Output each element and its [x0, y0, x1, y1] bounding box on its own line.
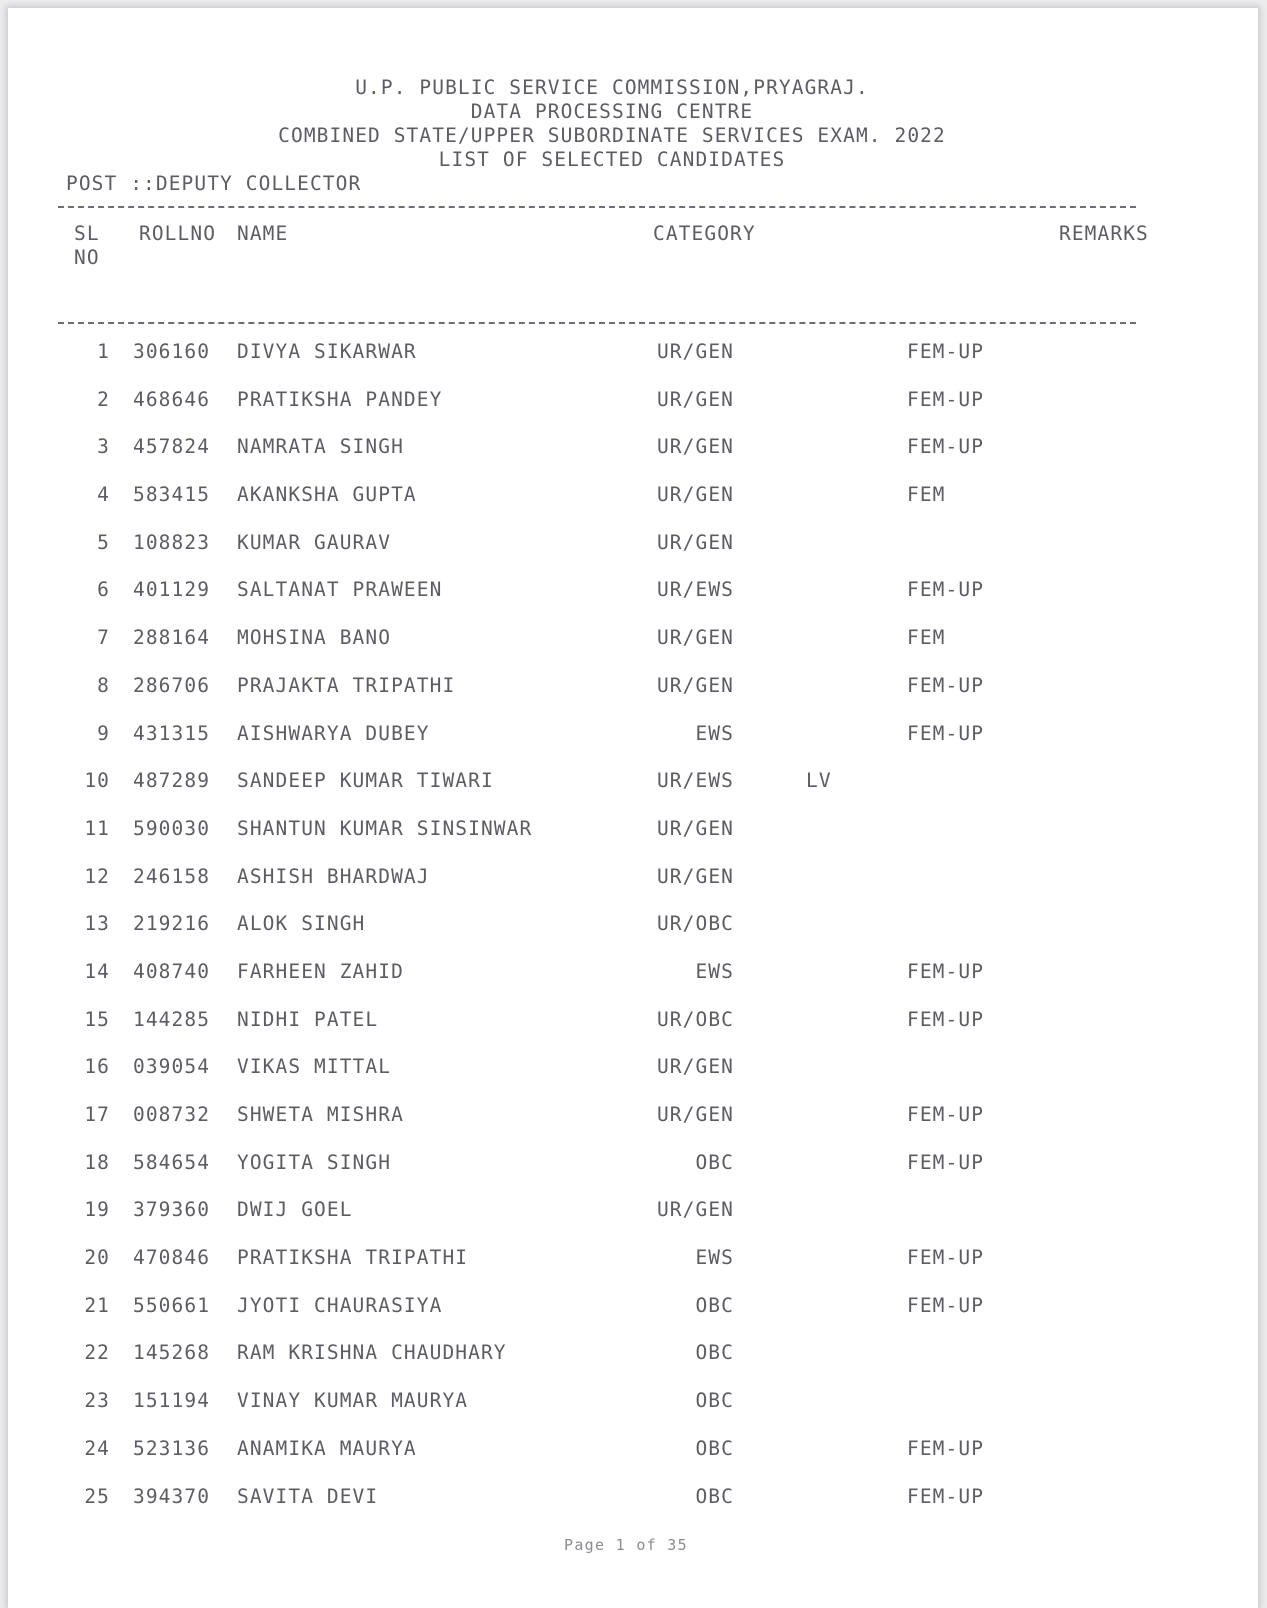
cell-rollno: 219216 [133, 912, 211, 936]
cell-remarks: FEM [907, 483, 946, 507]
cell-sl-no: 21 [84, 1293, 110, 1317]
cell-name: ANAMIKA MAURYA [237, 1436, 417, 1460]
cell-rollno: 550661 [133, 1293, 211, 1317]
cell-category: OBC [695, 1484, 734, 1508]
cell-rollno: 401129 [133, 578, 211, 602]
cell-sl-no: 10 [84, 769, 110, 793]
table-row [8, 1246, 1258, 1294]
cell-category: OBC [695, 1436, 734, 1460]
cell-sl-no: 1 [97, 340, 110, 363]
cell-sl-no: 4 [97, 483, 110, 507]
cell-remarks: FEM-UP [907, 387, 985, 411]
cell-name: VINAY KUMAR MAURYA [237, 1389, 469, 1413]
cell-remarks: FEM-UP [907, 1484, 985, 1508]
table-row [8, 1055, 1258, 1103]
cell-rollno: 145268 [133, 1341, 211, 1365]
cell-category: OBC [695, 1389, 734, 1413]
cell-name: VIKAS MITTAL [237, 1055, 392, 1079]
cell-rollno: 584654 [133, 1150, 211, 1174]
document-page-sheet [8, 8, 1258, 1608]
cell-rollno: 151194 [133, 1389, 211, 1413]
table-row [8, 1389, 1258, 1437]
table-row [8, 960, 1258, 1008]
cell-rollno: 523136 [133, 1436, 211, 1460]
cell-name: NIDHI PATEL [237, 1007, 379, 1031]
cell-rollno: 468646 [133, 387, 211, 411]
cell-name: SALTANAT PRAWEEN [237, 578, 443, 602]
cell-sl-no: 5 [97, 530, 110, 554]
cell-remarks: FEM-UP [907, 1436, 985, 1460]
document-title-line-1: U.P. PUBLIC SERVICE COMMISSION,PRYAGRAJ. [355, 76, 869, 99]
cell-sl-no: 17 [84, 1103, 110, 1126]
table-row [8, 674, 1258, 722]
cell-sl-no: 13 [84, 912, 110, 936]
cell-rollno: 487289 [133, 769, 211, 793]
cell-category: OBC [695, 1293, 734, 1317]
cell-rollno: 108823 [133, 530, 211, 554]
cell-category: UR/GEN [656, 864, 734, 888]
table-row [8, 1008, 1258, 1056]
table-top-divider [58, 206, 1136, 208]
cell-rollno: 470846 [133, 1246, 211, 1270]
table-row [8, 817, 1258, 865]
cell-name: DWIJ GOEL [237, 1198, 353, 1222]
cell-name: DIVYA SIKARWAR [237, 340, 417, 363]
cell-category: UR/GEN [656, 673, 734, 697]
cell-name: MOHSINA BANO [237, 626, 392, 650]
column-header-category: CATEGORY [653, 222, 756, 245]
cell-remarks: FEM-UP [907, 959, 985, 983]
cell-rollno: 583415 [133, 483, 211, 507]
cell-name: PRATIKSHA TRIPATHI [237, 1246, 469, 1270]
cell-name: NAMRATA SINGH [237, 435, 404, 459]
table-row [8, 1437, 1258, 1485]
cell-name: AKANKSHA GUPTA [237, 483, 417, 507]
cell-sl-no: 11 [84, 816, 110, 840]
cell-sl-no: 2 [97, 387, 110, 411]
cell-remarks: FEM-UP [907, 578, 985, 602]
cell-sl-no: 25 [84, 1484, 110, 1508]
column-header-sl: SL [74, 222, 100, 245]
cell-rollno: 039054 [133, 1055, 211, 1079]
cell-remarks: FEM-UP [907, 1293, 985, 1317]
column-header-rollno: ROLLNO [139, 222, 217, 245]
cell-name: SANDEEP KUMAR TIWARI [237, 769, 494, 793]
cell-remarks: FEM-UP [907, 1150, 985, 1174]
cell-sl-no: 22 [84, 1341, 110, 1365]
cell-name: ASHISH BHARDWAJ [237, 864, 430, 888]
table-header-divider [58, 322, 1136, 324]
cell-category: OBC [695, 1341, 734, 1365]
cell-remarks: FEM-UP [907, 340, 985, 363]
cell-remarks: FEM [907, 626, 946, 650]
cell-category: EWS [695, 721, 734, 745]
cell-sl-no: 12 [84, 864, 110, 888]
table-row [8, 1485, 1258, 1533]
cell-remarks: FEM-UP [907, 673, 985, 697]
document-title-line-4: LIST OF SELECTED CANDIDATES [438, 148, 786, 171]
table-row [8, 1341, 1258, 1389]
column-header-remarks: REMARKS [1059, 222, 1149, 245]
cell-rollno: 246158 [133, 864, 211, 888]
cell-rollno: 286706 [133, 673, 211, 697]
cell-category: UR/EWS [656, 578, 734, 602]
document-body [8, 8, 1258, 1608]
cell-category: UR/GEN [656, 816, 734, 840]
cell-name: YOGITA SINGH [237, 1150, 392, 1174]
table-row [8, 578, 1258, 626]
column-header-name: NAME [237, 222, 289, 245]
cell-category: UR/GEN [656, 530, 734, 554]
cell-rollno: 457824 [133, 435, 211, 459]
table-row [8, 1103, 1258, 1151]
cell-category: UR/GEN [656, 1103, 734, 1126]
cell-name: SHWETA MISHRA [237, 1103, 404, 1126]
table-row [8, 531, 1258, 579]
table-row [8, 769, 1258, 817]
cell-sl-no: 16 [84, 1055, 110, 1079]
cell-rollno: 590030 [133, 816, 211, 840]
cell-category: EWS [695, 1246, 734, 1270]
cell-category: UR/GEN [656, 435, 734, 459]
table-row [8, 483, 1258, 531]
document-title-line-2: DATA PROCESSING CENTRE [470, 100, 754, 123]
cell-remarks: FEM-UP [907, 435, 985, 459]
cell-name: JYOTI CHAURASIYA [237, 1293, 443, 1317]
table-row [8, 722, 1258, 770]
cell-category: UR/GEN [656, 340, 734, 363]
cell-sl-no: 23 [84, 1389, 110, 1413]
page-number-footer: Page 1 of 35 [564, 1536, 688, 1554]
cell-sl-no: 18 [84, 1150, 110, 1174]
cell-name: SHANTUN KUMAR SINSINWAR [237, 816, 533, 840]
cell-name: SAVITA DEVI [237, 1484, 379, 1508]
cell-name: PRATIKSHA PANDEY [237, 387, 443, 411]
cell-category: UR/GEN [656, 483, 734, 507]
cell-sl-no: 8 [97, 673, 110, 697]
cell-category: UR/GEN [656, 387, 734, 411]
cell-remarks: FEM-UP [907, 1103, 985, 1126]
cell-rollno: 306160 [133, 340, 211, 363]
table-row [8, 1294, 1258, 1342]
cell-category: UR/EWS [656, 769, 734, 793]
cell-rollno: 379360 [133, 1198, 211, 1222]
cell-sl-no: 24 [84, 1436, 110, 1460]
cell-remarks: FEM-UP [907, 1007, 985, 1031]
post-designation-line: POST ::DEPUTY COLLECTOR [66, 172, 362, 195]
table-row [8, 1151, 1258, 1199]
cell-rollno: 431315 [133, 721, 211, 745]
cell-name: AISHWARYA DUBEY [237, 721, 430, 745]
table-row [8, 912, 1258, 960]
table-row [8, 865, 1258, 913]
cell-sl-no: 20 [84, 1246, 110, 1270]
cell-rollno: 008732 [133, 1103, 211, 1126]
cell-category: OBC [695, 1150, 734, 1174]
column-header-no: NO [74, 246, 100, 269]
cell-category: EWS [695, 959, 734, 983]
cell-rollno: 408740 [133, 959, 211, 983]
cell-name: PRAJAKTA TRIPATHI [237, 673, 456, 697]
cell-category: UR/GEN [656, 1055, 734, 1079]
cell-sl-no: 9 [97, 721, 110, 745]
cell-name: RAM KRISHNA CHAUDHARY [237, 1341, 507, 1365]
cell-sl-no: 14 [84, 959, 110, 983]
table-row [8, 1198, 1258, 1246]
cell-rollno: 394370 [133, 1484, 211, 1508]
cell-rollno: 144285 [133, 1007, 211, 1031]
cell-category: UR/GEN [656, 1198, 734, 1222]
cell-remarks: FEM-UP [907, 1246, 985, 1270]
cell-name: ALOK SINGH [237, 912, 366, 936]
cell-category: UR/GEN [656, 626, 734, 650]
table-row [8, 340, 1258, 388]
candidates-table-body [8, 340, 1258, 1532]
cell-name: KUMAR GAURAV [237, 530, 392, 554]
cell-category: UR/OBC [656, 912, 734, 936]
cell-sl-no: 6 [97, 578, 110, 602]
cell-sub-remark: LV [806, 769, 832, 793]
cell-category: UR/OBC [656, 1007, 734, 1031]
cell-rollno: 288164 [133, 626, 211, 650]
cell-sl-no: 7 [97, 626, 110, 650]
cell-sl-no: 19 [84, 1198, 110, 1222]
table-row [8, 626, 1258, 674]
document-title-line-3: COMBINED STATE/UPPER SUBORDINATE SERVICES EXAM. 2022 [278, 124, 946, 147]
table-row [8, 435, 1258, 483]
cell-name: FARHEEN ZAHID [237, 959, 404, 983]
table-row [8, 388, 1258, 436]
cell-sl-no: 3 [97, 435, 110, 459]
cell-sl-no: 15 [84, 1007, 110, 1031]
cell-remarks: FEM-UP [907, 721, 985, 745]
